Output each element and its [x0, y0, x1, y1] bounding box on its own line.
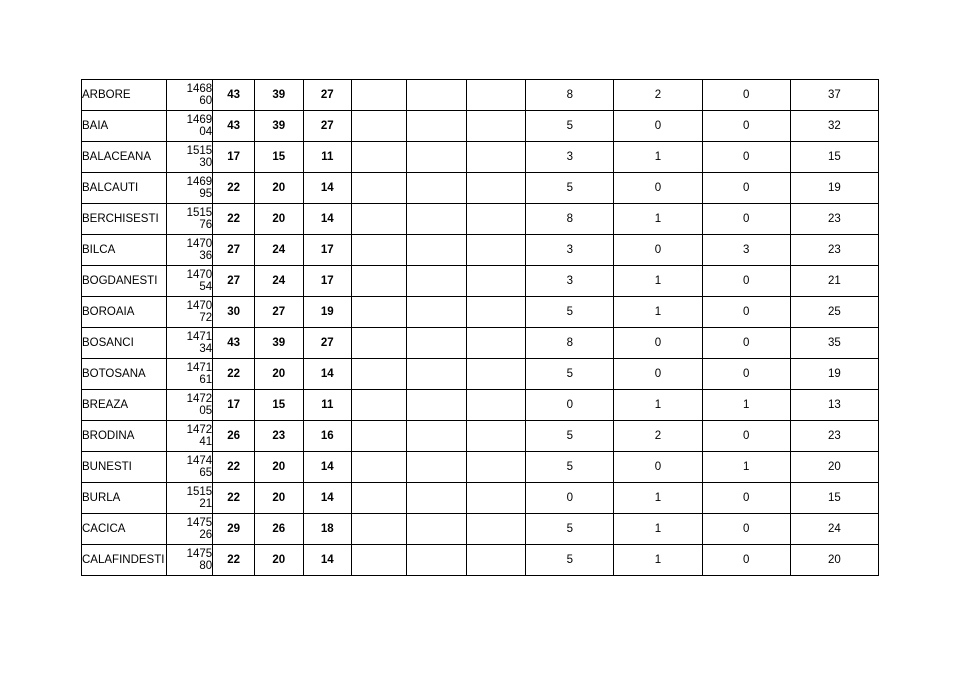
locality-name-cell: BREAZA	[82, 390, 167, 421]
locality-name-cell: BOGDANESTI	[82, 266, 167, 297]
value-b2-cell: 20	[255, 204, 304, 235]
value-cell-2: 1	[614, 514, 702, 545]
table-body	[82, 80, 879, 576]
value-cell-4: 37	[790, 80, 878, 111]
blank-cell-1	[352, 173, 407, 204]
blank-cell-1	[352, 80, 407, 111]
value-b3-cell: 19	[303, 297, 352, 328]
blank-cell-3	[466, 80, 526, 111]
value-b3-cell: 18	[303, 514, 352, 545]
value-cell-4: 15	[790, 483, 878, 514]
value-cell-1: 5	[526, 297, 614, 328]
locality-code-cell: 1470 54	[166, 266, 212, 297]
value-cell-4: 32	[790, 111, 878, 142]
value-cell-1: 5	[526, 173, 614, 204]
table-row	[82, 80, 879, 111]
blank-cell-2	[407, 204, 467, 235]
value-cell-1: 5	[526, 359, 614, 390]
blank-cell-2	[407, 514, 467, 545]
value-b3-cell: 14	[303, 545, 352, 576]
value-b2-cell: 39	[255, 80, 304, 111]
value-cell-2: 0	[614, 359, 702, 390]
locality-code-cell: 1515 30	[166, 142, 212, 173]
locality-code-cell: 1469 95	[166, 173, 212, 204]
value-b2-cell: 20	[255, 452, 304, 483]
blank-cell-2	[407, 483, 467, 514]
total-cell: 29	[213, 514, 255, 545]
table-row	[82, 111, 879, 142]
value-b3-cell: 14	[303, 359, 352, 390]
value-b3-cell: 14	[303, 483, 352, 514]
value-cell-2: 1	[614, 266, 702, 297]
value-cell-4: 23	[790, 421, 878, 452]
locality-data-table	[81, 79, 879, 576]
blank-cell-1	[352, 328, 407, 359]
locality-name-cell: BRODINA	[82, 421, 167, 452]
value-cell-3: 0	[702, 266, 790, 297]
value-cell-1: 5	[526, 545, 614, 576]
locality-name-cell: ARBORE	[82, 80, 167, 111]
value-cell-1: 8	[526, 204, 614, 235]
total-cell: 17	[213, 142, 255, 173]
value-cell-4: 15	[790, 142, 878, 173]
locality-name-cell: CALAFINDESTI	[82, 545, 167, 576]
value-b2-cell: 23	[255, 421, 304, 452]
total-cell: 22	[213, 173, 255, 204]
blank-cell-3	[466, 142, 526, 173]
blank-cell-1	[352, 483, 407, 514]
total-cell: 27	[213, 235, 255, 266]
locality-name-cell: BILCA	[82, 235, 167, 266]
value-cell-2: 1	[614, 483, 702, 514]
value-b2-cell: 20	[255, 359, 304, 390]
value-cell-3: 0	[702, 204, 790, 235]
blank-cell-3	[466, 204, 526, 235]
value-cell-2: 2	[614, 80, 702, 111]
blank-cell-2	[407, 142, 467, 173]
locality-name-cell: BOROAIA	[82, 297, 167, 328]
total-cell: 30	[213, 297, 255, 328]
locality-code-cell: 1474 65	[166, 452, 212, 483]
value-cell-2: 1	[614, 142, 702, 173]
blank-cell-2	[407, 235, 467, 266]
blank-cell-3	[466, 421, 526, 452]
blank-cell-1	[352, 266, 407, 297]
table-row	[82, 545, 879, 576]
locality-name-cell: BALCAUTI	[82, 173, 167, 204]
blank-cell-2	[407, 111, 467, 142]
locality-code-cell: 1472 41	[166, 421, 212, 452]
value-b3-cell: 11	[303, 390, 352, 421]
total-cell: 43	[213, 111, 255, 142]
total-cell: 27	[213, 266, 255, 297]
table-row	[82, 204, 879, 235]
blank-cell-1	[352, 142, 407, 173]
value-cell-4: 24	[790, 514, 878, 545]
value-b2-cell: 39	[255, 328, 304, 359]
value-cell-3: 0	[702, 359, 790, 390]
value-cell-4: 13	[790, 390, 878, 421]
value-b3-cell: 14	[303, 204, 352, 235]
table-row	[82, 235, 879, 266]
locality-name-cell: CACICA	[82, 514, 167, 545]
value-cell-2: 0	[614, 173, 702, 204]
table-row	[82, 328, 879, 359]
table-row	[82, 421, 879, 452]
document-sheet	[81, 79, 879, 576]
value-cell-2: 0	[614, 452, 702, 483]
table-row	[82, 173, 879, 204]
table-row	[82, 483, 879, 514]
locality-code-cell: 1469 04	[166, 111, 212, 142]
locality-code-cell: 1471 61	[166, 359, 212, 390]
blank-cell-1	[352, 297, 407, 328]
value-b3-cell: 17	[303, 235, 352, 266]
value-cell-1: 3	[526, 142, 614, 173]
value-cell-1: 0	[526, 483, 614, 514]
value-b2-cell: 39	[255, 111, 304, 142]
value-cell-1: 8	[526, 80, 614, 111]
total-cell: 17	[213, 390, 255, 421]
value-cell-4: 35	[790, 328, 878, 359]
locality-code-cell: 1471 34	[166, 328, 212, 359]
value-b3-cell: 17	[303, 266, 352, 297]
value-b2-cell: 27	[255, 297, 304, 328]
total-cell: 26	[213, 421, 255, 452]
blank-cell-2	[407, 266, 467, 297]
blank-cell-3	[466, 483, 526, 514]
value-cell-3: 0	[702, 111, 790, 142]
total-cell: 22	[213, 483, 255, 514]
value-b2-cell: 15	[255, 390, 304, 421]
locality-code-cell: 1472 05	[166, 390, 212, 421]
blank-cell-3	[466, 266, 526, 297]
locality-name-cell: BAIA	[82, 111, 167, 142]
value-b2-cell: 20	[255, 483, 304, 514]
total-cell: 22	[213, 452, 255, 483]
value-cell-2: 0	[614, 328, 702, 359]
blank-cell-1	[352, 204, 407, 235]
value-b2-cell: 24	[255, 235, 304, 266]
value-cell-1: 5	[526, 514, 614, 545]
value-cell-3: 0	[702, 173, 790, 204]
total-cell: 22	[213, 545, 255, 576]
value-cell-1: 3	[526, 235, 614, 266]
blank-cell-2	[407, 173, 467, 204]
value-b3-cell: 27	[303, 80, 352, 111]
locality-code-cell: 1468 60	[166, 80, 212, 111]
value-cell-3: 0	[702, 80, 790, 111]
blank-cell-3	[466, 514, 526, 545]
blank-cell-2	[407, 328, 467, 359]
table-row	[82, 359, 879, 390]
value-cell-1: 3	[526, 266, 614, 297]
locality-name-cell: BURLA	[82, 483, 167, 514]
value-cell-4: 19	[790, 359, 878, 390]
value-cell-2: 1	[614, 204, 702, 235]
blank-cell-1	[352, 111, 407, 142]
blank-cell-3	[466, 545, 526, 576]
blank-cell-1	[352, 390, 407, 421]
value-b2-cell: 26	[255, 514, 304, 545]
value-cell-4: 25	[790, 297, 878, 328]
blank-cell-3	[466, 452, 526, 483]
value-cell-3: 0	[702, 514, 790, 545]
blank-cell-1	[352, 421, 407, 452]
table-row	[82, 452, 879, 483]
locality-name-cell: BALACEANA	[82, 142, 167, 173]
value-b3-cell: 27	[303, 111, 352, 142]
blank-cell-1	[352, 514, 407, 545]
value-cell-1: 5	[526, 421, 614, 452]
value-cell-3: 0	[702, 297, 790, 328]
value-cell-4: 19	[790, 173, 878, 204]
value-cell-3: 1	[702, 390, 790, 421]
locality-code-cell: 1470 36	[166, 235, 212, 266]
blank-cell-2	[407, 421, 467, 452]
blank-cell-2	[407, 297, 467, 328]
value-cell-2: 1	[614, 545, 702, 576]
blank-cell-2	[407, 452, 467, 483]
value-cell-2: 0	[614, 235, 702, 266]
value-cell-3: 0	[702, 142, 790, 173]
value-cell-1: 5	[526, 452, 614, 483]
value-cell-3: 1	[702, 452, 790, 483]
value-cell-2: 1	[614, 390, 702, 421]
blank-cell-1	[352, 235, 407, 266]
blank-cell-1	[352, 359, 407, 390]
table-row	[82, 266, 879, 297]
blank-cell-1	[352, 452, 407, 483]
value-cell-3: 0	[702, 421, 790, 452]
value-cell-2: 2	[614, 421, 702, 452]
blank-cell-3	[466, 235, 526, 266]
value-cell-3: 0	[702, 483, 790, 514]
value-cell-3: 3	[702, 235, 790, 266]
value-cell-3: 0	[702, 328, 790, 359]
locality-code-cell: 1515 76	[166, 204, 212, 235]
locality-name-cell: BUNESTI	[82, 452, 167, 483]
total-cell: 43	[213, 80, 255, 111]
value-b2-cell: 24	[255, 266, 304, 297]
blank-cell-3	[466, 173, 526, 204]
value-b2-cell: 20	[255, 545, 304, 576]
locality-code-cell: 1475 80	[166, 545, 212, 576]
value-b2-cell: 20	[255, 173, 304, 204]
value-cell-4: 20	[790, 545, 878, 576]
blank-cell-3	[466, 297, 526, 328]
locality-code-cell: 1470 72	[166, 297, 212, 328]
total-cell: 43	[213, 328, 255, 359]
value-cell-1: 5	[526, 111, 614, 142]
value-cell-4: 23	[790, 204, 878, 235]
table-row	[82, 390, 879, 421]
blank-cell-2	[407, 359, 467, 390]
blank-cell-3	[466, 328, 526, 359]
blank-cell-2	[407, 545, 467, 576]
value-b3-cell: 27	[303, 328, 352, 359]
table-row	[82, 514, 879, 545]
blank-cell-2	[407, 390, 467, 421]
value-cell-2: 1	[614, 297, 702, 328]
value-cell-1: 0	[526, 390, 614, 421]
table-row	[82, 142, 879, 173]
value-cell-4: 21	[790, 266, 878, 297]
blank-cell-3	[466, 390, 526, 421]
locality-name-cell: BOSANCI	[82, 328, 167, 359]
value-cell-4: 23	[790, 235, 878, 266]
value-b3-cell: 11	[303, 142, 352, 173]
value-b2-cell: 15	[255, 142, 304, 173]
blank-cell-2	[407, 80, 467, 111]
value-b3-cell: 16	[303, 421, 352, 452]
value-cell-4: 20	[790, 452, 878, 483]
blank-cell-3	[466, 359, 526, 390]
value-cell-3: 0	[702, 545, 790, 576]
value-b3-cell: 14	[303, 452, 352, 483]
blank-cell-1	[352, 545, 407, 576]
blank-cell-3	[466, 111, 526, 142]
table-row	[82, 297, 879, 328]
value-cell-2: 0	[614, 111, 702, 142]
locality-name-cell: BOTOSANA	[82, 359, 167, 390]
locality-code-cell: 1475 26	[166, 514, 212, 545]
locality-code-cell: 1515 21	[166, 483, 212, 514]
value-cell-1: 8	[526, 328, 614, 359]
total-cell: 22	[213, 359, 255, 390]
value-b3-cell: 14	[303, 173, 352, 204]
locality-name-cell: BERCHISESTI	[82, 204, 167, 235]
total-cell: 22	[213, 204, 255, 235]
